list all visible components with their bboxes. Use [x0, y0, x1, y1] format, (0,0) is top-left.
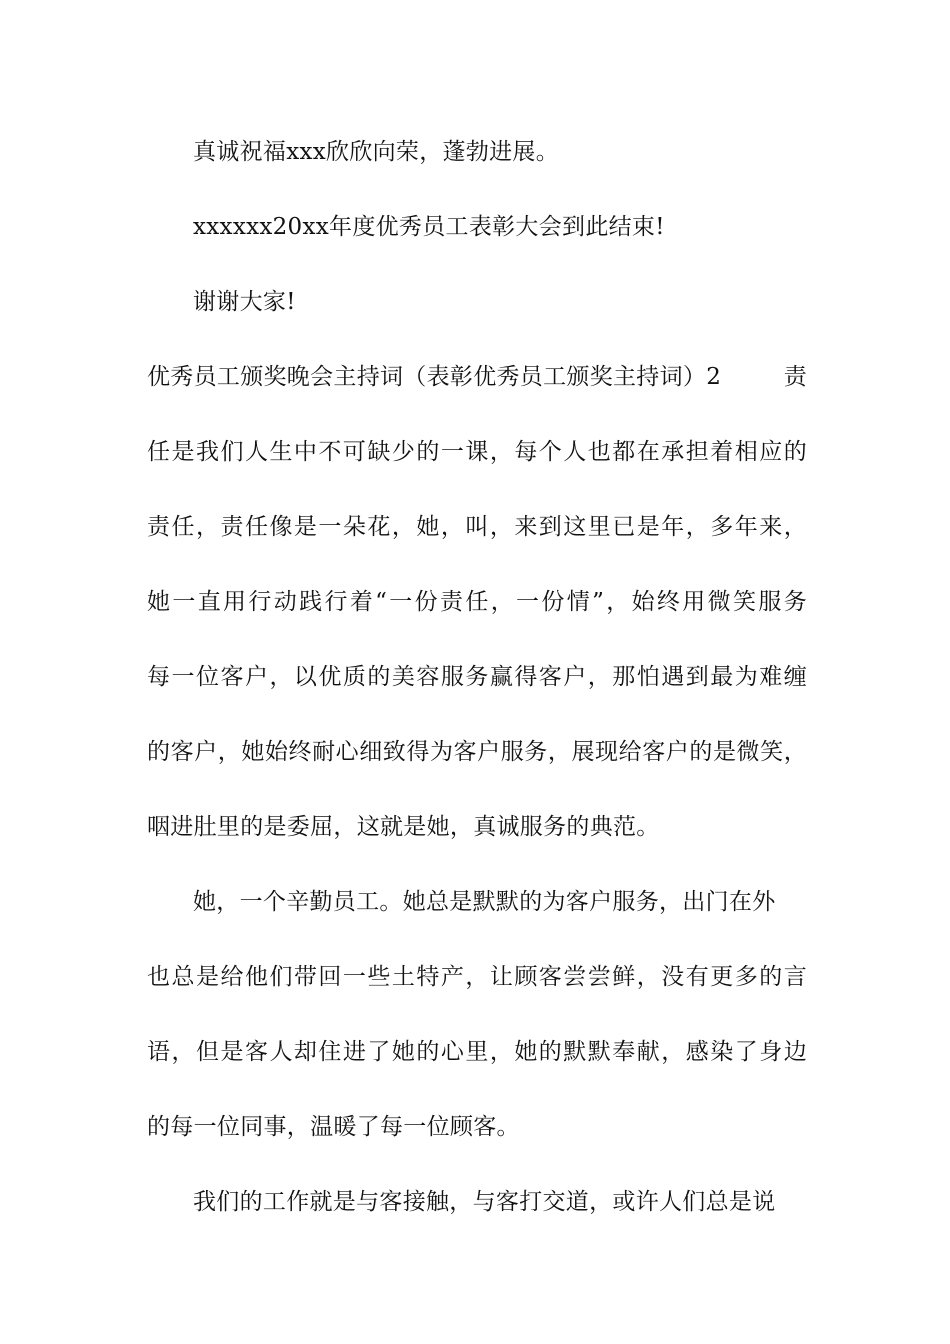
- section-heading-line: [147, 361, 807, 393]
- paragraph-line: 任是我们人生中不可缺少的一课，每个人也都在承担着相应的: [147, 439, 807, 465]
- paragraph-line: 也总是给他们带回一些土特产，让顾客尝尝鲜，没有更多的言: [147, 964, 807, 990]
- section-heading: 优秀员工颁奖晚会主持词（表彰优秀员工颁奖主持词）2: [147, 364, 722, 390]
- paragraph-line: 的每一位同事，温暖了每一位顾客。: [147, 1114, 520, 1140]
- paragraph-line: 每一位客户，以优质的美容服务赢得客户，那怕遇到最为难缠: [147, 664, 807, 690]
- paragraph-line: xxxxxx20xx年度优秀员工表彰大会到此结束!: [193, 214, 665, 240]
- paragraph-line: 真诚祝福xxx欣欣向荣，蓬勃进展。: [193, 139, 560, 165]
- paragraph-line: 语，但是客人却住进了她的心里，她的默默奉献，感染了身边: [147, 1039, 807, 1065]
- paragraph-line: 她，一个辛勤员工。她总是默默的为客户服务，出门在外: [193, 889, 776, 915]
- paragraph-line: 的客户，她始终耐心细致得为客户服务，展现给客户的是微笑，: [147, 739, 807, 765]
- paragraph-start: 责: [783, 364, 807, 390]
- paragraph-line: 我们的工作就是与客接触，与客打交道，或许人们总是说: [193, 1189, 776, 1215]
- paragraph-line: 责任，责任像是一朵花，她，叫，来到这里已是年，多年来，: [147, 514, 807, 540]
- paragraph-line: 谢谢大家!: [193, 289, 296, 315]
- paragraph-line: 她一直用行动践行着“一份责任，一份情”，始终用微笑服务: [147, 589, 807, 615]
- paragraph-line: 咽进肚里的是委屈，这就是她，真诚服务的典范。: [147, 814, 660, 840]
